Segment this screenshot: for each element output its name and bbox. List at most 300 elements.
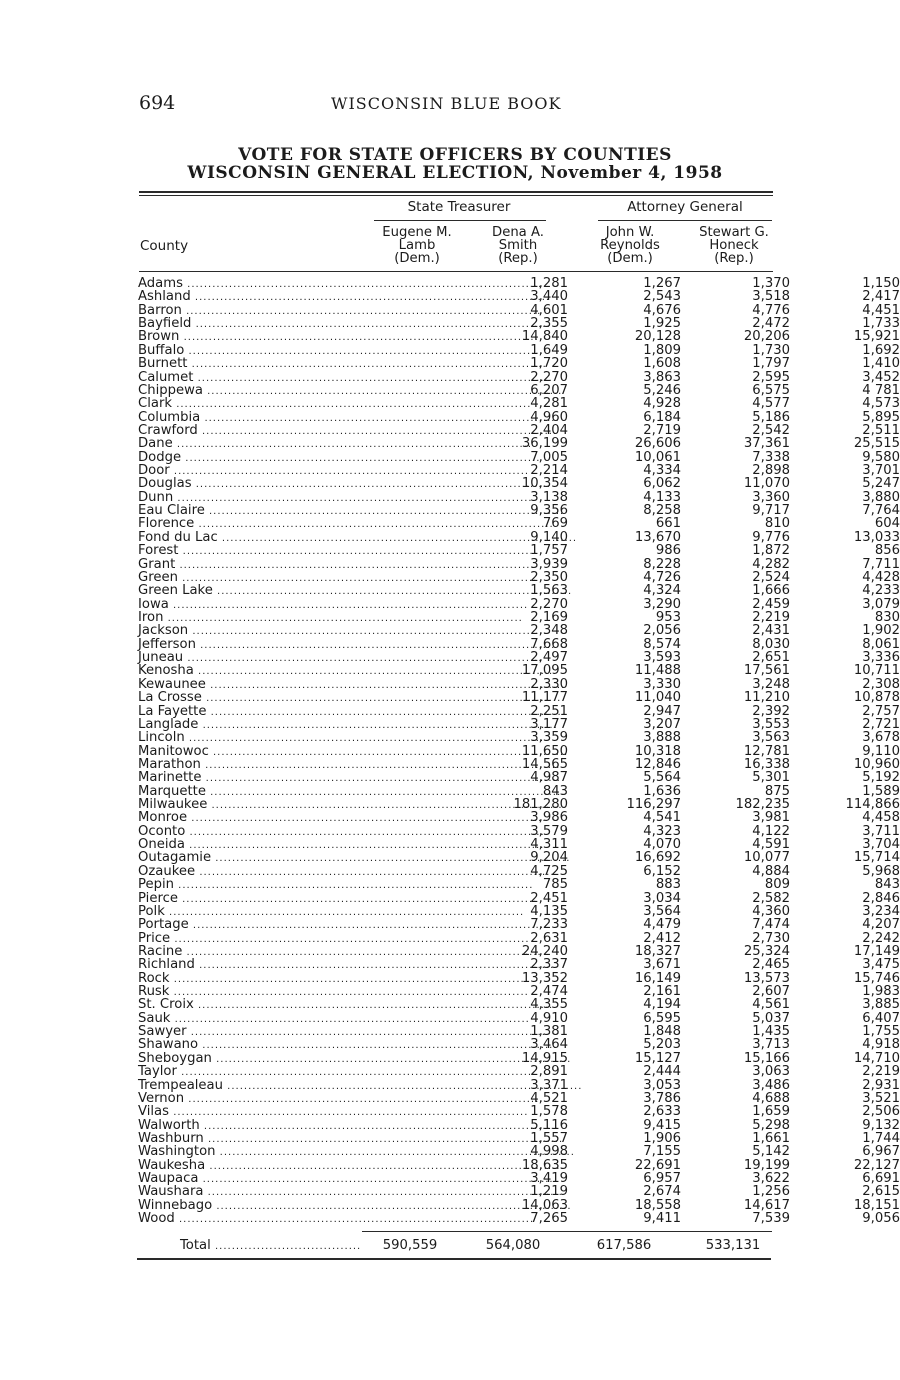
honeck-votes: 1,902 bbox=[862, 623, 900, 639]
lamb-votes: 11,650 bbox=[521, 743, 568, 759]
table-row bbox=[138, 503, 900, 519]
county-name: Door ..... bbox=[138, 464, 366, 478]
county-name: Adams ..... bbox=[138, 277, 366, 291]
reynolds-votes: 1,666 bbox=[752, 583, 790, 599]
honeck-votes: 1,150 bbox=[862, 276, 900, 291]
table-row bbox=[138, 997, 900, 1013]
honeck-votes: 830 bbox=[874, 609, 900, 625]
honeck-votes: 1,733 bbox=[862, 316, 900, 332]
honeck-votes: 15,714 bbox=[853, 850, 900, 866]
reynolds-votes: 5,298 bbox=[752, 1117, 790, 1133]
honeck-votes: 10,711 bbox=[853, 663, 900, 679]
lamb-votes: 4,960 bbox=[530, 409, 568, 425]
table-row bbox=[138, 569, 900, 585]
honeck-votes: 1,983 bbox=[862, 984, 900, 1000]
table-row bbox=[138, 556, 900, 572]
reynolds-votes: 2,595 bbox=[752, 369, 790, 385]
smith-votes: 6,152 bbox=[643, 863, 681, 879]
smith-votes: 2,719 bbox=[643, 422, 681, 438]
lamb-votes: 2,251 bbox=[530, 703, 568, 719]
page-number: 694 bbox=[139, 92, 176, 114]
table-row bbox=[138, 489, 900, 505]
county-name: Vernon ..... bbox=[138, 1092, 366, 1106]
county-name: La Crosse ..... bbox=[138, 691, 366, 705]
honeck-votes: 3,336 bbox=[862, 650, 900, 666]
table-row bbox=[138, 583, 900, 599]
table-row bbox=[138, 690, 900, 706]
reynolds-votes: 11,210 bbox=[743, 690, 790, 706]
candidate-party: (Dem.) bbox=[394, 251, 440, 266]
county-name: Iron ..... bbox=[138, 611, 366, 625]
smith-votes: 4,928 bbox=[643, 396, 681, 412]
lamb-votes: 9,204 bbox=[530, 850, 568, 866]
smith-votes: 1,608 bbox=[643, 356, 681, 372]
honeck-votes: 856 bbox=[874, 543, 900, 559]
honeck-votes: 9,056 bbox=[862, 1211, 900, 1227]
reynolds-votes: 2,219 bbox=[752, 609, 790, 625]
honeck-votes: 1,410 bbox=[862, 356, 900, 372]
total-row bbox=[138, 1238, 778, 1254]
smith-votes: 4,676 bbox=[643, 302, 681, 318]
table-title-line2: WISCONSIN GENERAL ELECTION, November 4, 1958 bbox=[187, 163, 723, 183]
lamb-votes: 4,355 bbox=[530, 997, 568, 1013]
honeck-votes: 3,234 bbox=[862, 903, 900, 919]
county-name: Ozaukee ..... bbox=[138, 865, 366, 879]
reynolds-votes: 16,338 bbox=[743, 756, 790, 772]
honeck-votes: 2,511 bbox=[862, 422, 900, 438]
honeck-votes: 1,589 bbox=[862, 783, 900, 799]
reynolds-votes: 4,688 bbox=[752, 1090, 790, 1106]
county-name: Green Lake ..... bbox=[138, 584, 366, 598]
county-name: Grant ..... bbox=[138, 558, 366, 572]
smith-votes: 1,636 bbox=[643, 783, 681, 799]
reynolds-votes: 9,776 bbox=[752, 529, 790, 545]
honeck-votes: 18,151 bbox=[853, 1197, 900, 1213]
honeck-votes: 10,878 bbox=[853, 690, 900, 706]
smith-votes: 4,133 bbox=[643, 489, 681, 505]
county-name: Langlade ..... bbox=[138, 718, 366, 732]
table-row bbox=[138, 877, 900, 893]
lamb-votes: 10,354 bbox=[521, 476, 568, 492]
table-row bbox=[138, 543, 900, 559]
smith-votes: 661 bbox=[655, 516, 681, 532]
smith-votes: 16,692 bbox=[634, 850, 681, 866]
county-name: Rusk ..... bbox=[138, 985, 366, 999]
county-name: Wood ..... bbox=[138, 1212, 366, 1226]
county-name: Columbia ..... bbox=[138, 411, 366, 425]
lamb-votes: 2,891 bbox=[530, 1064, 568, 1080]
smith-votes: 2,412 bbox=[643, 930, 681, 946]
lamb-votes: 4,311 bbox=[530, 837, 568, 853]
lamb-votes: 769 bbox=[542, 516, 568, 532]
lamb-votes: 17,095 bbox=[521, 663, 568, 679]
reynolds-votes: 6,575 bbox=[752, 382, 790, 398]
lamb-votes: 2,355 bbox=[530, 316, 568, 332]
reynolds-votes: 4,360 bbox=[752, 903, 790, 919]
lamb-votes: 843 bbox=[542, 783, 568, 799]
county-name: Buffalo ..... bbox=[138, 344, 366, 358]
table-row bbox=[138, 676, 900, 692]
table-row bbox=[138, 783, 900, 799]
candidate-first-name: John W. bbox=[605, 225, 655, 240]
smith-votes: 4,334 bbox=[643, 463, 681, 479]
lamb-votes: 3,359 bbox=[530, 730, 568, 746]
county-name: Bayfield ..... bbox=[138, 317, 366, 331]
table-row bbox=[138, 984, 900, 1000]
header-bottom-rule bbox=[139, 271, 773, 272]
honeck-votes: 22,127 bbox=[853, 1157, 900, 1173]
table-row bbox=[138, 970, 900, 986]
table-row bbox=[138, 636, 900, 652]
table-row bbox=[138, 917, 900, 933]
table-row bbox=[138, 342, 900, 358]
top-rule-2 bbox=[139, 195, 773, 196]
reynolds-votes: 2,392 bbox=[752, 703, 790, 719]
smith-votes: 1,809 bbox=[643, 342, 681, 358]
smith-votes: 3,888 bbox=[643, 730, 681, 746]
honeck-votes: 15,746 bbox=[853, 970, 900, 986]
lamb-votes: 2,330 bbox=[530, 676, 568, 692]
lamb-votes: 3,138 bbox=[530, 489, 568, 505]
reynolds-votes: 11,070 bbox=[743, 476, 790, 492]
lamb-votes: 9,356 bbox=[530, 503, 568, 519]
county-column-header: County bbox=[140, 238, 189, 254]
reynolds-votes: 2,524 bbox=[752, 569, 790, 585]
smith-votes: 2,161 bbox=[643, 984, 681, 1000]
lamb-votes: 1,281 bbox=[530, 276, 568, 291]
reynolds-votes: 2,607 bbox=[752, 984, 790, 1000]
candidate-header-smith bbox=[458, 226, 578, 265]
table-row bbox=[138, 863, 900, 879]
total-value: 617,586 bbox=[596, 1238, 652, 1253]
smith-votes: 3,786 bbox=[643, 1090, 681, 1106]
lamb-votes: 3,440 bbox=[530, 289, 568, 305]
county-name: Marathon ..... bbox=[138, 758, 366, 772]
county-name: Waushara ..... bbox=[138, 1185, 366, 1199]
county-name: Calumet ..... bbox=[138, 371, 366, 385]
table-row bbox=[138, 1010, 900, 1026]
reynolds-votes: 3,360 bbox=[752, 489, 790, 505]
table-row bbox=[138, 329, 900, 345]
table-row bbox=[138, 716, 900, 732]
county-name: St. Croix ..... bbox=[138, 998, 366, 1012]
table-row bbox=[138, 623, 900, 639]
table-row bbox=[138, 930, 900, 946]
reynolds-votes: 9,717 bbox=[752, 503, 790, 519]
county-name: Fond du Lac ..... bbox=[138, 531, 366, 545]
table-row bbox=[138, 1157, 900, 1173]
county-name: Manitowoc ..... bbox=[138, 745, 366, 759]
county-name: Chippewa ..... bbox=[138, 384, 366, 398]
county-name: Shawano ..... bbox=[138, 1038, 366, 1052]
lamb-votes: 1,219 bbox=[530, 1184, 568, 1200]
table-row bbox=[138, 1197, 900, 1213]
smith-votes: 18,327 bbox=[634, 943, 681, 959]
group-attorney-general: Attorney General bbox=[627, 199, 743, 215]
reynolds-votes: 2,730 bbox=[752, 930, 790, 946]
candidate-party: (Dem.) bbox=[607, 251, 653, 266]
lamb-votes: 4,281 bbox=[530, 396, 568, 412]
county-name: Oconto ..... bbox=[138, 825, 366, 839]
lamb-votes: 3,579 bbox=[530, 823, 568, 839]
county-name: Pepin ..... bbox=[138, 878, 366, 892]
lamb-votes: 1,649 bbox=[530, 342, 568, 358]
reynolds-votes: 3,553 bbox=[752, 716, 790, 732]
county-name: Racine ..... bbox=[138, 945, 366, 959]
group-rule-attorney bbox=[598, 220, 772, 221]
reynolds-votes: 2,472 bbox=[752, 316, 790, 332]
honeck-votes: 9,110 bbox=[862, 743, 900, 759]
table-row bbox=[138, 596, 900, 612]
honeck-votes: 3,079 bbox=[862, 596, 900, 612]
smith-votes: 3,330 bbox=[643, 676, 681, 692]
table-row bbox=[138, 770, 900, 786]
table-row bbox=[138, 1184, 900, 1200]
smith-votes: 9,411 bbox=[643, 1211, 681, 1227]
candidate-first-name: Dena A. bbox=[492, 225, 544, 240]
reynolds-votes: 25,324 bbox=[743, 943, 790, 959]
reynolds-votes: 2,542 bbox=[752, 422, 790, 438]
candidate-last-name: Lamb bbox=[398, 238, 436, 253]
lamb-votes: 785 bbox=[542, 877, 568, 893]
table-row bbox=[138, 943, 900, 959]
table-row bbox=[138, 396, 900, 412]
bottom-rule bbox=[137, 1258, 771, 1260]
county-name: Douglas ..... bbox=[138, 477, 366, 491]
table-row bbox=[138, 797, 900, 813]
table-row bbox=[138, 837, 900, 853]
table-row bbox=[138, 382, 900, 398]
reynolds-votes: 14,617 bbox=[743, 1197, 790, 1213]
smith-votes: 4,070 bbox=[643, 837, 681, 853]
running-head: WISCONSIN BLUE BOOK bbox=[331, 94, 562, 113]
lamb-votes: 2,451 bbox=[530, 890, 568, 906]
lamb-votes: 1,720 bbox=[530, 356, 568, 372]
reynolds-votes: 2,582 bbox=[752, 890, 790, 906]
reynolds-votes: 10,077 bbox=[743, 850, 790, 866]
lamb-votes: 3,371 bbox=[530, 1077, 568, 1093]
table-row bbox=[138, 890, 900, 906]
candidate-header-reynolds bbox=[570, 226, 690, 265]
county-name: Monroe ..... bbox=[138, 811, 366, 825]
table-title-line1: VOTE FOR STATE OFFICERS BY COUNTIES bbox=[238, 145, 672, 165]
lamb-votes: 1,757 bbox=[530, 543, 568, 559]
county-name: Walworth ..... bbox=[138, 1119, 366, 1133]
table-row bbox=[138, 276, 900, 291]
county-name: Burnett ..... bbox=[138, 357, 366, 371]
table-row bbox=[138, 850, 900, 866]
honeck-votes: 5,192 bbox=[862, 770, 900, 786]
reynolds-votes: 5,142 bbox=[752, 1144, 790, 1160]
candidate-last-name: Reynolds bbox=[600, 238, 660, 253]
reynolds-votes: 1,730 bbox=[752, 342, 790, 358]
county-name: Sauk ..... bbox=[138, 1012, 366, 1026]
reynolds-votes: 810 bbox=[764, 516, 790, 532]
county-name: Kewaunee ..... bbox=[138, 678, 366, 692]
smith-votes: 7,155 bbox=[643, 1144, 681, 1160]
candidate-header-honeck bbox=[674, 226, 794, 265]
reynolds-votes: 2,459 bbox=[752, 596, 790, 612]
table-row bbox=[138, 609, 900, 625]
honeck-votes: 2,615 bbox=[862, 1184, 900, 1200]
smith-votes: 22,691 bbox=[634, 1157, 681, 1173]
honeck-votes: 25,515 bbox=[853, 436, 900, 452]
reynolds-votes: 5,186 bbox=[752, 409, 790, 425]
smith-votes: 1,267 bbox=[643, 276, 681, 291]
table-row bbox=[138, 302, 900, 318]
lamb-votes: 14,915 bbox=[521, 1050, 568, 1066]
smith-votes: 18,558 bbox=[634, 1197, 681, 1213]
lamb-votes: 4,521 bbox=[530, 1090, 568, 1106]
reynolds-votes: 1,256 bbox=[752, 1184, 790, 1200]
smith-votes: 3,671 bbox=[643, 957, 681, 973]
lamb-votes: 2,214 bbox=[530, 463, 568, 479]
lamb-votes: 2,348 bbox=[530, 623, 568, 639]
reynolds-votes: 2,898 bbox=[752, 463, 790, 479]
honeck-votes: 3,678 bbox=[862, 730, 900, 746]
honeck-votes: 5,968 bbox=[862, 863, 900, 879]
county-name: Green ..... bbox=[138, 571, 366, 585]
honeck-votes: 8,061 bbox=[862, 636, 900, 652]
smith-votes: 3,053 bbox=[643, 1077, 681, 1093]
table-row bbox=[138, 516, 900, 532]
smith-votes: 4,324 bbox=[643, 583, 681, 599]
honeck-votes: 6,407 bbox=[862, 1010, 900, 1026]
lamb-votes: 1,557 bbox=[530, 1131, 568, 1146]
honeck-votes: 10,960 bbox=[853, 756, 900, 772]
reynolds-votes: 1,661 bbox=[752, 1131, 790, 1146]
table-row bbox=[138, 1077, 900, 1093]
honeck-votes: 3,711 bbox=[862, 823, 900, 839]
honeck-votes: 13,033 bbox=[853, 529, 900, 545]
reynolds-votes: 809 bbox=[764, 877, 790, 893]
reynolds-votes: 1,370 bbox=[752, 276, 790, 291]
honeck-votes: 604 bbox=[874, 516, 900, 532]
reynolds-votes: 7,338 bbox=[752, 449, 790, 465]
table-row bbox=[138, 1144, 900, 1160]
lamb-votes: 181,280 bbox=[513, 797, 568, 813]
smith-votes: 2,633 bbox=[643, 1104, 681, 1120]
table-row bbox=[138, 369, 900, 385]
lamb-votes: 14,840 bbox=[521, 329, 568, 345]
honeck-votes: 3,475 bbox=[862, 957, 900, 973]
county-name: Jefferson ..... bbox=[138, 638, 366, 652]
lamb-votes: 4,725 bbox=[530, 863, 568, 879]
lamb-votes: 2,631 bbox=[530, 930, 568, 946]
lamb-votes: 1,381 bbox=[530, 1024, 568, 1040]
smith-votes: 2,674 bbox=[643, 1184, 681, 1200]
table-row bbox=[138, 1037, 900, 1053]
lamb-votes: 7,668 bbox=[530, 636, 568, 652]
honeck-votes: 2,242 bbox=[862, 930, 900, 946]
reynolds-votes: 3,563 bbox=[752, 730, 790, 746]
reynolds-votes: 3,622 bbox=[752, 1171, 790, 1187]
honeck-votes: 5,895 bbox=[862, 409, 900, 425]
honeck-votes: 17,149 bbox=[853, 943, 900, 959]
county-name: Oneida ..... bbox=[138, 838, 366, 852]
reynolds-votes: 4,122 bbox=[752, 823, 790, 839]
reynolds-votes: 2,651 bbox=[752, 650, 790, 666]
table-row bbox=[138, 1090, 900, 1106]
county-name: Iowa ..... bbox=[138, 598, 366, 612]
reynolds-votes: 5,301 bbox=[752, 770, 790, 786]
county-name: Polk ..... bbox=[138, 905, 366, 919]
table-row bbox=[138, 1064, 900, 1080]
smith-votes: 986 bbox=[655, 543, 681, 559]
table-row bbox=[138, 1171, 900, 1187]
honeck-votes: 1,755 bbox=[862, 1024, 900, 1040]
table-row bbox=[138, 650, 900, 666]
honeck-votes: 2,308 bbox=[862, 676, 900, 692]
page-header bbox=[139, 92, 739, 116]
honeck-votes: 4 781 bbox=[862, 382, 900, 398]
reynolds-votes: 182,235 bbox=[735, 797, 790, 813]
county-name: Juneau ..... bbox=[138, 651, 366, 665]
lamb-votes: 3,177 bbox=[530, 716, 568, 732]
smith-votes: 6,957 bbox=[643, 1171, 681, 1187]
smith-votes: 4,726 bbox=[643, 569, 681, 585]
county-rows bbox=[138, 276, 900, 1227]
reynolds-votes: 7,539 bbox=[752, 1211, 790, 1227]
reynolds-votes: 12,781 bbox=[743, 743, 790, 759]
table-row bbox=[138, 449, 900, 465]
reynolds-votes: 1,659 bbox=[752, 1104, 790, 1120]
table-row bbox=[138, 316, 900, 332]
honeck-votes: 6,691 bbox=[862, 1171, 900, 1187]
table-row bbox=[138, 903, 900, 919]
table-row bbox=[138, 1104, 900, 1120]
table-row bbox=[138, 409, 900, 425]
total-value: 533,131 bbox=[705, 1238, 761, 1253]
table-row bbox=[138, 957, 900, 973]
lamb-votes: 2,169 bbox=[530, 609, 568, 625]
reynolds-votes: 37,361 bbox=[743, 436, 790, 452]
honeck-votes: 4,573 bbox=[862, 396, 900, 412]
reynolds-votes: 875 bbox=[764, 783, 790, 799]
table-row bbox=[138, 529, 900, 545]
table-row bbox=[138, 463, 900, 479]
honeck-votes: 2,757 bbox=[862, 703, 900, 719]
county-name: Washington ..... bbox=[138, 1145, 366, 1159]
table-row bbox=[138, 422, 900, 438]
lamb-votes: 24,240 bbox=[521, 943, 568, 959]
county-name: La Fayette ..... bbox=[138, 705, 366, 719]
lamb-votes: 3,464 bbox=[530, 1037, 568, 1053]
honeck-votes: 5,247 bbox=[862, 476, 900, 492]
county-name: Jackson ..... bbox=[138, 624, 366, 638]
smith-votes: 953 bbox=[655, 609, 681, 625]
total-top-rule bbox=[362, 1231, 772, 1232]
honeck-votes: 6,967 bbox=[862, 1144, 900, 1160]
table-row bbox=[138, 703, 900, 719]
honeck-votes: 4,233 bbox=[862, 583, 900, 599]
reynolds-votes: 4,282 bbox=[752, 556, 790, 572]
honeck-votes: 1,692 bbox=[862, 342, 900, 358]
honeck-votes: 2,417 bbox=[862, 289, 900, 305]
table-row bbox=[138, 289, 900, 305]
table-row bbox=[138, 1117, 900, 1133]
lamb-votes: 2,404 bbox=[530, 422, 568, 438]
smith-votes: 6,184 bbox=[643, 409, 681, 425]
county-name: Portage ..... bbox=[138, 918, 366, 932]
smith-votes: 3,290 bbox=[643, 596, 681, 612]
lamb-votes: 2,270 bbox=[530, 369, 568, 385]
smith-votes: 6,062 bbox=[643, 476, 681, 492]
honeck-votes: 2,721 bbox=[862, 716, 900, 732]
smith-votes: 11,488 bbox=[634, 663, 681, 679]
lamb-votes: 2,337 bbox=[530, 957, 568, 973]
smith-votes: 2,056 bbox=[643, 623, 681, 639]
